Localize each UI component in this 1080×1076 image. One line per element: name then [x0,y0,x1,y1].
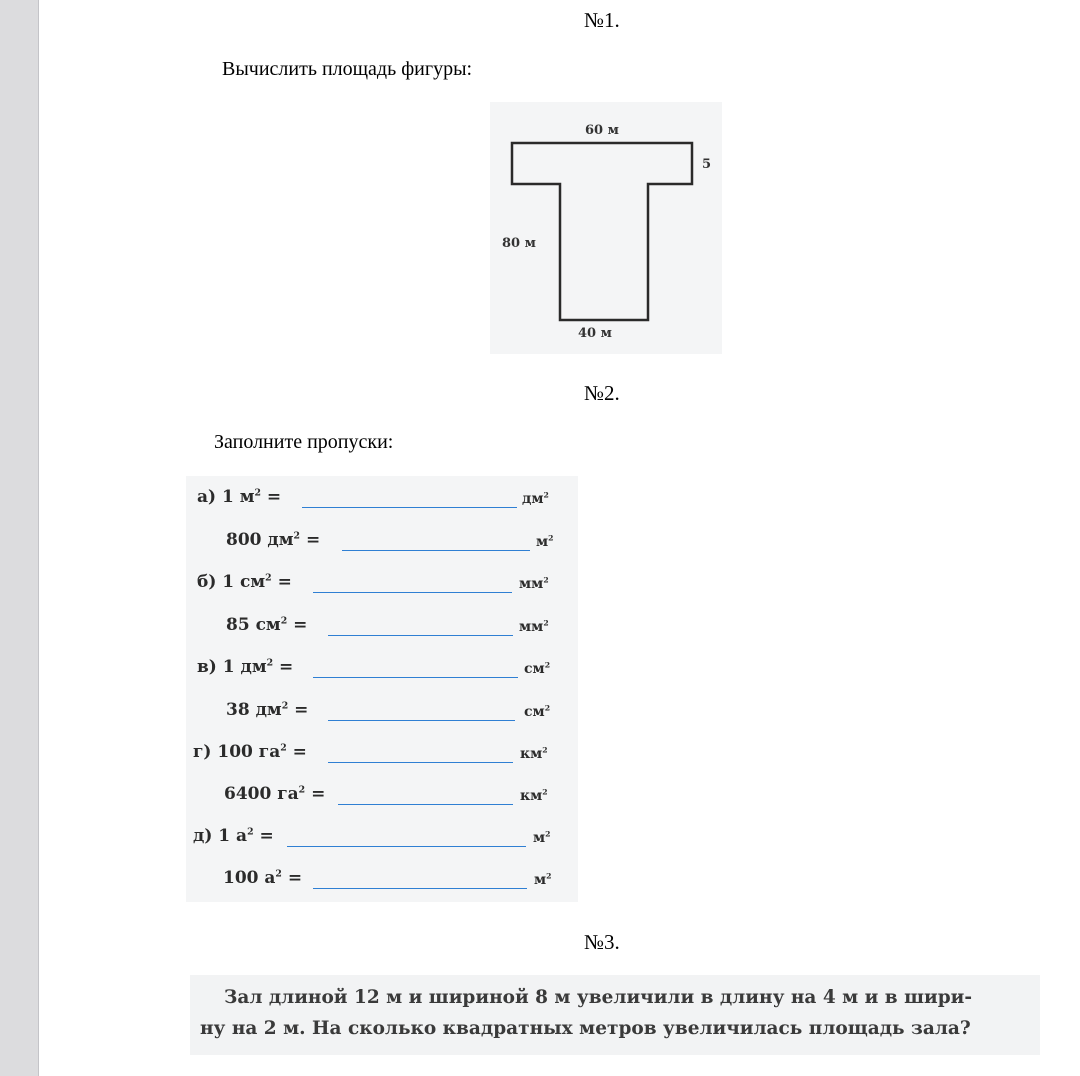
squared-superscript: 2 [254,487,262,499]
fill-in-expression [193,742,307,762]
equals-sign: = [271,572,292,592]
squared-superscript: 2 [280,615,288,627]
answer-unit [520,788,548,804]
squared-superscript: 2 [545,829,551,839]
fill-in-lhs: б) 1 см [197,572,266,592]
unit-label: дм [522,491,544,507]
fill-in-row [0,487,600,517]
task1-prompt: Вычислить площадь фигуры: [222,58,473,80]
squared-superscript: 2 [281,700,289,712]
squared-superscript: 2 [280,742,287,754]
answer-blank[interactable] [328,635,513,636]
fill-in-expression [223,868,302,888]
fill-in-lhs: г) 100 га [193,742,281,762]
fill-in-expression [224,784,325,804]
answer-blank[interactable] [328,762,513,763]
answer-unit [524,704,550,720]
fill-in-lhs: 85 см [226,615,281,635]
task2-prompt: Заполните пропуски: [214,431,394,453]
task2-number: №2. [584,381,620,405]
answer-unit [536,534,554,550]
squared-superscript: 2 [548,533,554,543]
squared-superscript: 2 [543,618,549,628]
equals-sign: = [253,826,274,846]
squared-superscript: 2 [275,868,282,880]
unit-label: км [520,788,543,804]
task1-number: №1. [584,8,620,32]
squared-superscript: 2 [542,745,548,755]
squared-superscript: 2 [544,703,551,713]
fill-in-row [0,572,600,602]
unit-label: мм [519,576,544,592]
fill-in-expression [226,700,308,720]
answer-blank[interactable] [338,804,513,805]
answer-unit [524,661,550,677]
figure-label-left-height: 80 м [502,236,536,251]
unit-label: м [536,534,549,550]
squared-superscript: 2 [247,826,254,838]
squared-superscript: 2 [546,871,552,881]
equals-sign: = [261,487,282,507]
answer-unit [534,872,552,888]
answer-blank[interactable] [313,677,518,678]
figure-label-bottom-width: 40 м [578,326,612,341]
squared-superscript: 2 [542,787,548,797]
task3-text-block [190,975,1040,1055]
task3-line2: ну на 2 м. На сколько квадратных метров увеличилась площадь зала? [200,1018,971,1039]
unit-label: мм [519,619,544,635]
squared-superscript: 2 [543,490,549,500]
equals-sign: = [305,784,326,804]
fill-in-lhs: д) 1 а [193,826,248,846]
t-shape-outline [512,143,692,320]
answer-unit [519,576,549,592]
fill-in-expression [197,487,281,507]
fill-in-expression [197,657,293,677]
equals-sign: = [273,657,294,677]
fill-in-row [0,868,600,898]
answer-blank[interactable] [342,550,530,551]
answer-unit [519,619,549,635]
equals-sign: = [288,700,309,720]
unit-label: м [533,830,546,846]
fill-in-expression [226,615,307,635]
squared-superscript: 2 [266,657,274,669]
fill-in-lhs: 38 дм [226,700,282,720]
equals-sign: = [287,615,308,635]
fill-in-row [0,530,600,560]
fill-in-lhs: 6400 га [224,784,299,804]
fill-in-row [0,700,600,730]
fill-in-lhs: 100 а [223,868,276,888]
equals-sign: = [286,742,307,762]
task3-line1: Зал длиной 12 м и шириной 8 м увеличили в длину на 4 м и в шири- [224,987,973,1008]
answer-unit [522,491,549,507]
fill-in-row [0,742,600,772]
answer-blank[interactable] [313,592,512,593]
answer-blank[interactable] [313,888,527,889]
equals-sign: = [281,868,303,888]
unit-label: см [524,704,545,720]
answer-blank[interactable] [328,720,515,721]
fill-in-row [0,615,600,645]
squared-superscript: 2 [544,660,551,670]
task3-number: №3. [584,930,620,954]
t-shape-figure [490,102,722,354]
fill-in-lhs: 800 дм [226,530,294,550]
answer-unit [520,746,548,762]
fill-in-lhs: а) 1 м [197,487,255,507]
unit-label: см [524,661,545,677]
squared-superscript: 2 [265,572,272,584]
answer-blank[interactable] [287,846,526,847]
fill-in-lhs: в) 1 дм [197,657,267,677]
squared-superscript: 2 [298,784,306,796]
figure-label-top-height: 5 [702,157,712,172]
fill-in-row [0,826,600,856]
answer-unit [533,830,551,846]
fill-in-expression [226,530,320,550]
squared-superscript: 2 [543,575,549,585]
unit-label: м [534,872,547,888]
unit-label: км [520,746,543,762]
equals-sign: = [300,530,321,550]
figure-label-top-width: 60 м [585,123,619,138]
answer-blank[interactable] [302,507,517,508]
fill-in-expression [193,826,274,846]
fill-in-expression [197,572,292,592]
fill-in-row [0,784,600,814]
squared-superscript: 2 [293,530,301,542]
fill-in-row [0,657,600,687]
